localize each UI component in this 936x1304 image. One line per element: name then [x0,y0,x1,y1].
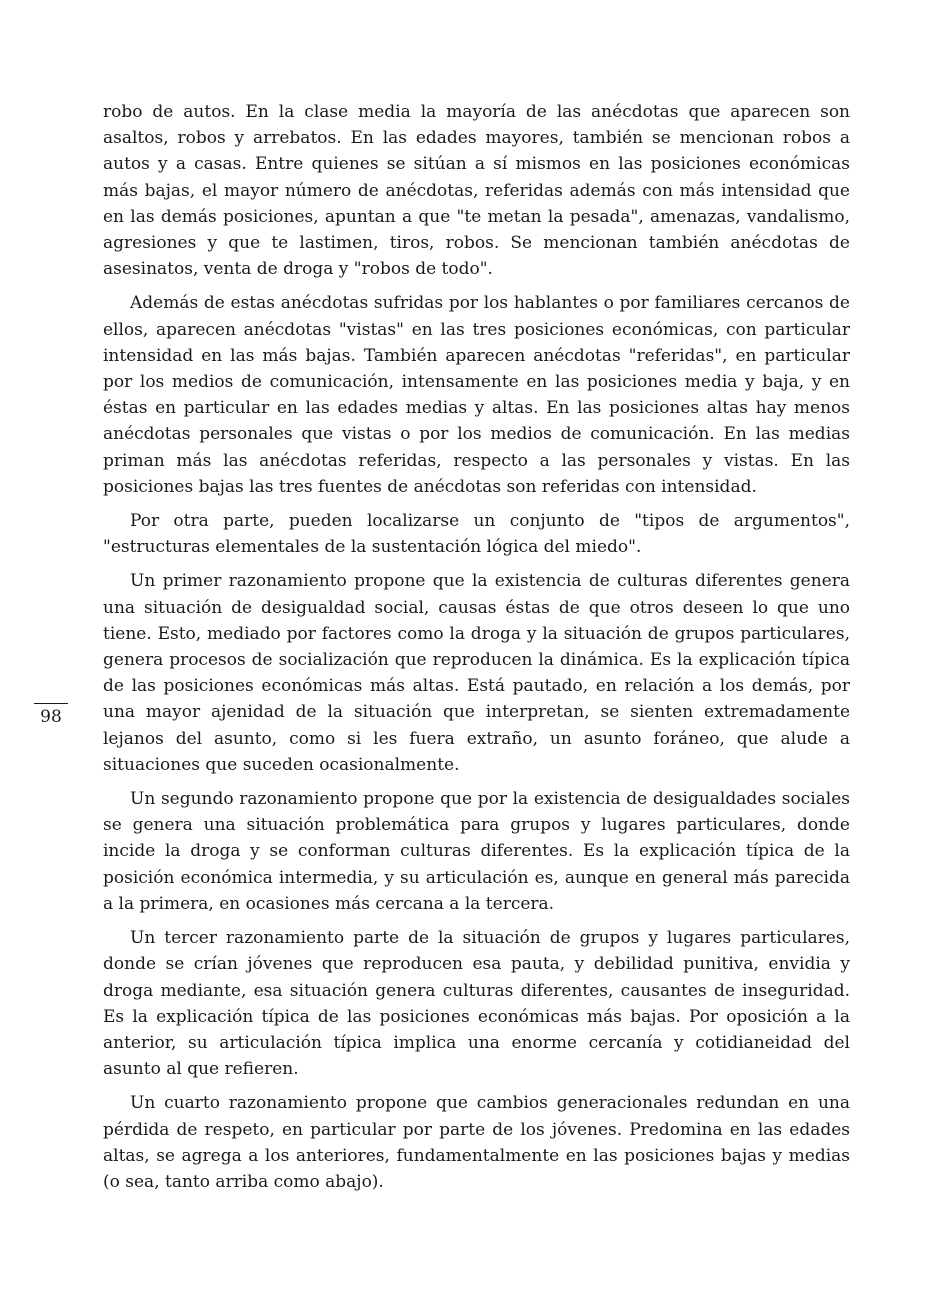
paragraph-continuation: robo de autos. En la clase media la mayoría de las anécdotas que aparecen son asaltos, robos y arrebatos. En las edades mayores, también se mencionan robos a autos y a casas. Entre quienes se sitúan a sí mismos en las posiciones económicas más bajas, el mayor número de anécdotas, referidas además con más intensidad que en las demás posiciones, apuntan a que "te metan la pesada", amenazas, vandalismo, agresiones y que te lastimen, tiros, robos. Se mencionan también anécdotas de asesinatos, venta de droga y "robos de todo". [103,102,850,280]
paragraph-second-reasoning: Un segundo razonamiento propone que por la existencia de desigualdades sociales se genera una situación problemática para grupos y lugares particulares, donde incide la droga y se conforman culturas diferentes. Es la explicación típica de la posición económica intermedia, y su articulación es, aunque en general más parecida a la primera, en ocasiones más cercana a la tercera. [103,789,850,914]
page-number-rule [34,703,68,704]
page-number-block [34,703,68,729]
paragraph-fourth-reasoning: Un cuarto razonamiento propone que cambios generacionales redundan en una pérdida de respeto, en particular por parte de los jóvenes. Predomina en las edades altas, se agrega a los anteriores, fundamentalmente en las posiciones bajas y medias (o sea, tanto arriba como abajo). [103,1093,850,1192]
paragraph-anecdotes: Además de estas anécdotas sufridas por los hablantes o por familiares cercanos de ellos, aparecen anécdotas "vistas" en las tres posiciones económicas, con particular intensidad en las más bajas. También aparecen anécdotas "referidas", en particular por los medios de comunicación, intensamente en las posiciones media y baja, y en éstas en particular en las edades medias y altas. En las posiciones altas hay menos anécdotas personales que vistas o por los medios de comunicación. En las medias priman más las anécdotas referidas, respecto a las personales y vistas. En las posiciones bajas las tres fuentes de anécdotas son referidas con intensidad. [103,293,850,497]
paragraph-first-reasoning: Un primer razonamiento propone que la existencia de culturas diferentes genera una situación de desigualdad social, causas éstas de que otros deseen lo que uno tiene. Esto, mediado por factores como la droga y la situación de grupos particulares, genera procesos de socialización que reproducen la dinámica. Es la explicación típica de las posiciones económicas más altas. Está pautado, en relación a los demás, por una mayor ajenidad de la situación que interpretan, se sienten extremadamente lejanos del asunto, como si les fuera extraño, un asunto foráneo, que alude a situaciones que suceden ocasionalmente. [103,571,850,775]
paragraph-argument-types: Por otra parte, pueden localizarse un conjunto de "tipos de argumentos", "estructuras elementales de la sustentación lógica del miedo". [103,511,850,558]
body-text [103,99,850,1203]
paragraph-third-reasoning: Un tercer razonamiento parte de la situación de grupos y lugares particulares, donde se crían jóvenes que reproducen esa pauta, y debilidad punitiva, envidia y droga mediante, esa situación genera culturas diferentes, causantes de inseguridad. Es la explicación típica de las posiciones económicas más bajas. Por oposición a la anterior, su articulación típica implica una enorme cercanía y cotidianeidad del asunto al que refieren. [103,928,850,1080]
page-number: 98 [40,707,62,727]
